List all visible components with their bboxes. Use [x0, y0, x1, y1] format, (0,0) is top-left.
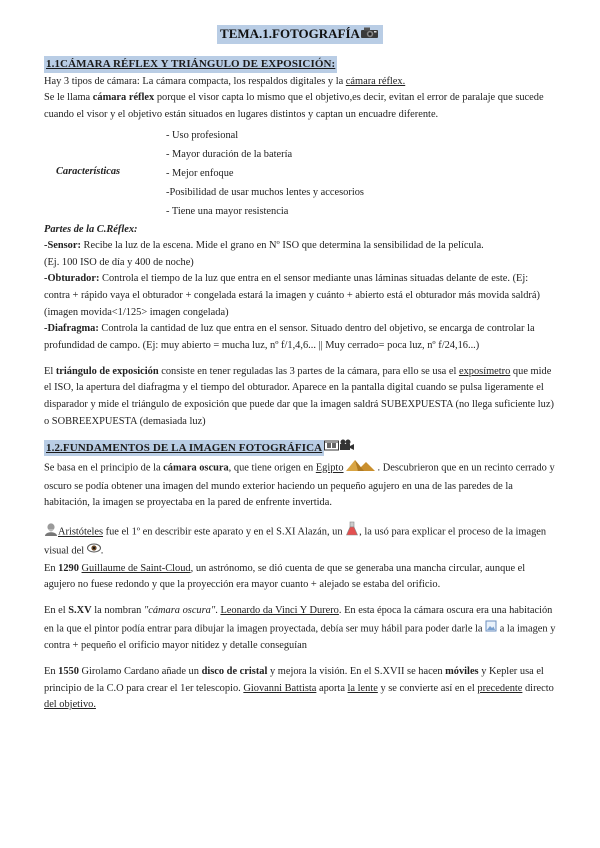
text-run: , que tiene origen en	[228, 462, 316, 474]
shutter-label: -Obturador:	[44, 273, 100, 285]
text-run: . Descubrieron que en un recinto cerrado y oscuro se podía obtener una imagen del mundo exterior haciendo un pequeño agujero en una de las paredes de la habitación, la imagen se proyectaba en la pared de enfrente invertida.	[44, 462, 555, 509]
text-run: directo	[522, 682, 554, 694]
bold-term: móviles	[445, 666, 479, 678]
precedent-link: precedente	[477, 682, 523, 694]
aristotle-paragraph	[44, 521, 556, 561]
intro-paragraph	[44, 74, 556, 91]
text-run: Se basa en el principio de la	[44, 462, 164, 474]
text-run: a la imagen y contra + pequeño el orificio mayor nitidez y detalle conseguían	[44, 623, 556, 652]
text-run: .	[100, 546, 104, 558]
text-run: aporta	[316, 682, 348, 694]
text-run: Girolamo Cardano añade un	[78, 666, 202, 678]
exposimeter-link: exposímetro	[458, 365, 511, 377]
sensor-example: (Ej. 100 ISO de día y 400 de noche)	[44, 256, 194, 268]
aperture-label: -Diafragma:	[44, 323, 99, 335]
text-run: , la usó para explicar el proceso de la imagen visual del	[44, 526, 547, 558]
section-2-heading: 1.2.FUNDAMENTOS DE LA IMAGEN FOTOGRÁFICA	[44, 440, 324, 457]
camera-icon	[360, 26, 380, 44]
text-run: Controla el tiempo de la luz que entra en el sensor mediante unas láminas situadas delante de este. (Ej: contra + rápido vaya el obturador + congelada estará la imagen y cuánto + abierto está el obturador más movida saldrá) (imagen movida<1/125> imagen congelada)	[44, 273, 540, 318]
bold-term: disco de cristal	[201, 666, 268, 678]
page-title-text: TEMA.1.FOTOGRAFÍA	[220, 26, 360, 41]
text-run: consiste en tener reguladas las 3 partes de la cámara, para ello se usa el	[158, 365, 459, 377]
text-run: y Kepler usa el principio de la C.O para crear el 1er telescopio.	[44, 666, 544, 694]
cardano-paragraph	[44, 664, 556, 714]
flask-icon	[345, 521, 359, 544]
bold-term: 1550	[58, 666, 79, 678]
saint-cloud-link: Guillaume de Saint-Cloud	[81, 562, 191, 574]
text-run: que mide el ISO, la apertura del diafragma y el tiempo del obturador. Aparece en la pantalla digital cuando se pulsa ligeramente el disparador y mide el triángulo de exposición que puede dar que la imagen saldrá SUBEXPUESTA (no llega suficiente luz) o SOBREEXPUESTA (demasiada luz)	[44, 365, 554, 427]
text-run: fue el 1º en describir este aparato y en el S.XI Alazán, un	[103, 526, 346, 538]
text-run: , un astrónomo, se dió cuenta de que se generaba una mancha circular, aunque el agujero no fuese redondo y que la proyección era mayor cuanto + alejado se estaba del orificio.	[44, 562, 526, 591]
bold-term: S.XV	[68, 605, 92, 617]
italic-term: "cámara oscura"	[143, 605, 216, 617]
xv-century-paragraph	[44, 603, 556, 655]
objective-link: del objetivo.	[44, 699, 96, 711]
egypt-link: Egipto	[315, 462, 344, 474]
aperture-paragraph	[44, 321, 556, 354]
text-run: porque el visor capta lo mismo que el objetivo,es decir, evitan el error de paralaje que sucede cuando el visor y el objetivo están situados en lugares distintos y captan un encuadre diferente.	[44, 92, 544, 120]
sensor-label: -Sensor:	[44, 240, 81, 252]
film-strip-icon	[324, 440, 339, 458]
lens-link: la lente	[347, 682, 378, 694]
text-run: En	[44, 666, 59, 678]
text-run: Se le llama	[44, 92, 93, 104]
camera-reflex-link: cámara réflex.	[345, 75, 406, 87]
pyramids-icon	[344, 458, 378, 479]
characteristics-block	[44, 126, 556, 222]
sensor-paragraph	[44, 238, 556, 255]
characteristics-label: Características	[56, 165, 121, 177]
shutter-paragraph	[44, 271, 556, 321]
document-content	[44, 56, 556, 714]
text-run: Controla la cantidad de luz que entra en el sensor. Situado dentro del objetivo, se encarga de controlar la profundidad de campo. (Ej: muy abierto = mucha luz, nº f/1,4,6... || Muy cerrado= poca luz, nº f/24,16...)	[44, 323, 535, 352]
text-run: y se convierte así en el	[377, 682, 478, 694]
text-run: En el	[44, 605, 69, 617]
exposure-triangle-paragraph	[44, 364, 556, 431]
title-wrap	[0, 0, 600, 45]
parts-label: Partes de la C.Réflex:	[44, 223, 138, 235]
list-item: - Uso profesional	[166, 129, 239, 141]
list-item: - Tiene una mayor resistencia	[166, 205, 289, 217]
bold-term: cámara réflex	[92, 92, 155, 104]
text-run: En	[44, 562, 59, 574]
text-run: y mejora la visión. En el S.XVII se hacen	[267, 666, 446, 678]
page-title	[217, 25, 383, 44]
bold-term: 1290	[58, 562, 79, 574]
section-1-heading: 1.1CÁMARA RÉFLEX Y TRIÁNGULO DE EXPOSICIÓN:	[44, 56, 337, 73]
camera-obscura-paragraph	[44, 458, 556, 512]
saint-cloud-paragraph	[44, 561, 556, 594]
aristotle-portrait-icon	[44, 522, 58, 543]
section-2-heading-row	[44, 439, 556, 458]
text-run: . En esta época la cámara oscura era una habitación en la que el pintor podía entrar para dibujar la imagen proyectada, debía ser muy hábil para poder darle la	[44, 605, 553, 635]
battista-link: Giovanni Battista	[243, 682, 317, 694]
text-run: Recibe la luz de la escena. Mide el grano en Nº ISO que determina la sensibilidad de la película.	[80, 240, 484, 252]
text-run: El	[44, 365, 56, 377]
leonardo-durero-link: Leonardo da Vinci Y Durero	[220, 605, 339, 617]
reflex-definition	[44, 90, 556, 123]
eye-icon	[87, 543, 101, 560]
bold-term: triángulo de exposición	[55, 365, 159, 377]
film-camera-icon	[339, 439, 355, 458]
list-item: -Posibilidad de usar muchos lentes y accesorios	[166, 186, 364, 198]
painting-frame-icon	[485, 620, 497, 639]
text-run: .	[215, 605, 221, 617]
bold-term: cámara oscura	[163, 462, 229, 474]
characteristics-list	[166, 126, 364, 221]
list-item: - Mejor enfoque	[166, 167, 234, 179]
text-run: Hay 3 tipos de cámara: La cámara compacta, los respaldos digitales y la	[44, 75, 346, 87]
list-item: - Mayor duración de la batería	[166, 148, 293, 160]
text-run: la nombran	[91, 605, 144, 617]
aristotle-link: Aristóteles	[58, 526, 104, 538]
